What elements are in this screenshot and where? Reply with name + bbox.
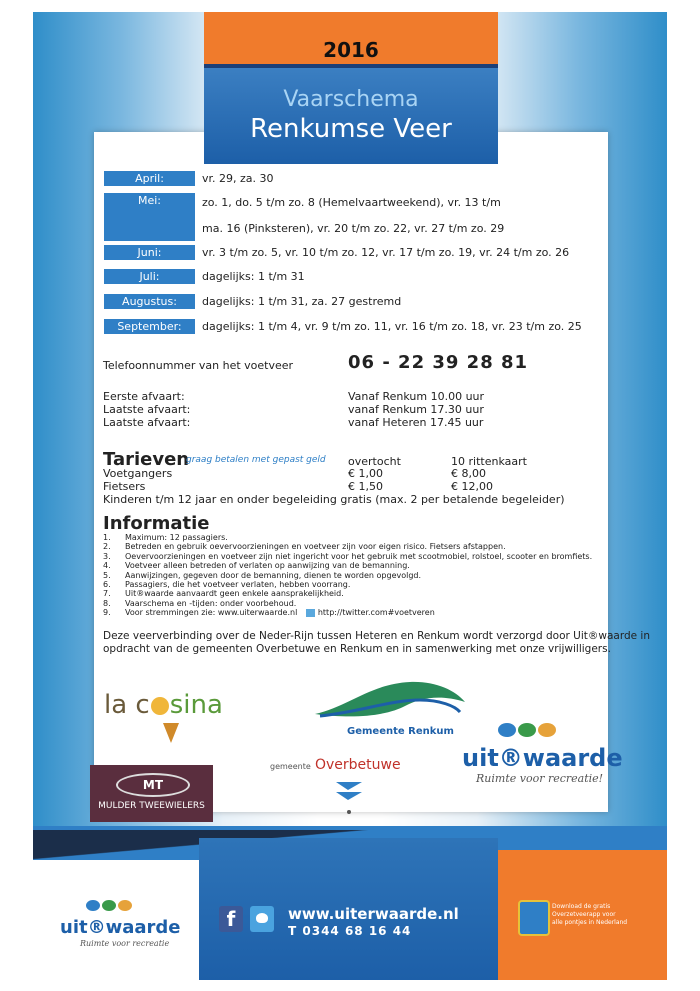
uitwaarde-logo: uit®waarde	[462, 744, 623, 772]
stremmingen-link[interactable]: Voor stremmingen zie: www.uiterwaarde.nl	[125, 608, 298, 618]
month-augustus: Augustus:	[104, 294, 195, 309]
renkum-wave-icon	[310, 676, 470, 724]
twitter-link[interactable]: http://twitter.com#voetveren	[317, 608, 435, 618]
departure-value-2: vanaf Renkum 17.30 uur	[348, 403, 484, 416]
list-item: 5. Aanwijzingen, gegeven door de bemanning, dienen te worden opgevolgd.	[103, 570, 422, 580]
month-september: September:	[104, 319, 195, 334]
footer-orange-band-right	[498, 850, 667, 880]
ice-cream-cone-icon	[163, 723, 179, 743]
list-item: 3. Oevervoorzieningen en voetveer zijn niet ingericht voor het gebruik met scootmobiel, rolstoel, scooter en bromfiets.	[103, 551, 593, 561]
departure-value-1: Vanaf Renkum 10.00 uur	[348, 390, 485, 403]
departure-label-1: Eerste afvaart:	[103, 390, 185, 403]
circle-icon	[102, 900, 116, 911]
circle-icon	[118, 900, 132, 911]
tarief-voetgangers-label: Voetgangers	[103, 467, 173, 480]
schedule-mei-line2: ma. 16 (Pinksteren), vr. 20 t/m zo. 22, vr. 27 t/m zo. 29	[202, 222, 505, 235]
tarief-kinderen: Kinderen t/m 12 jaar en onder begeleiding gratis (max. 2 per betalende begeleider)	[103, 493, 565, 506]
la-cosina-logo: la c sina	[104, 690, 223, 720]
uitwaarde-tagline: Ruimte voor recreatie!	[476, 772, 604, 785]
schedule-juli: dagelijks: 1 t/m 31	[202, 270, 305, 283]
schedule-augustus: dagelijks: 1 t/m 31, za. 27 gestremd	[202, 295, 402, 308]
footer-telephone: T 0344 68 16 44	[288, 924, 412, 938]
schedule-april: vr. 29, za. 30	[202, 172, 274, 185]
informatie-list	[103, 533, 592, 618]
title-vaarschema: Vaarschema	[283, 87, 419, 112]
month-juni: Juni:	[104, 245, 195, 260]
uitwaarde-logo-icons	[498, 722, 556, 741]
list-item: 6. Passagiers, die het voetveer verlaten, hebben voorrang.	[103, 580, 351, 590]
month-juli: Juli:	[104, 269, 195, 284]
departure-label-2: Laatste afvaart:	[103, 403, 191, 416]
twitter-icon[interactable]	[250, 906, 274, 932]
tarief-fietsers-card: € 12,00	[451, 480, 493, 493]
list-item: 8. Vaarschema en -tijden: onder voorbehoud.	[103, 598, 297, 608]
overbetuwe-label: Overbetuwe	[315, 757, 401, 773]
informatie-footer-1: Deze veerverbinding over de Neder-Rijn tussen Heteren en Renkum wordt verzorgd door Uit®waarde in	[103, 630, 650, 642]
informatie-heading: Informatie	[103, 513, 210, 534]
departure-label-3: Laatste afvaart:	[103, 416, 191, 429]
schedule-september: dagelijks: 1 t/m 4, vr. 9 t/m zo. 11, vr. 16 t/m zo. 18, vr. 23 t/m zo. 25	[202, 320, 582, 333]
tarief-voetgangers-card: € 8,00	[451, 467, 486, 480]
tarief-fietsers-single: € 1,50	[348, 480, 383, 493]
list-item: 9. Voor stremmingen zie: www.uiterwaarde.nl http://twitter.com#voetveren	[103, 608, 435, 618]
circle-icon	[538, 723, 556, 737]
schedule-juni: vr. 3 t/m zo. 5, vr. 10 t/m zo. 12, vr. 17 t/m zo. 19, vr. 24 t/m zo. 26	[202, 246, 570, 259]
tarieven-heading: Tarieven	[103, 449, 190, 470]
list-item: 2. Betreden en gebruik oevervoorzieningen en voetveer zijn voor eigen risico. Fietsers afstappen.	[103, 542, 506, 552]
month-april: April:	[104, 171, 195, 186]
tarieven-note: graag betalen met gepast geld	[186, 455, 326, 465]
footer-uitwaarde-tagline: Ruimte voor recreatie	[80, 939, 170, 948]
list-item: 4. Voetveer alleen betreden of verlaten op aanwijzing van de bemanning.	[103, 561, 410, 571]
overbetuwe-flag-icon	[334, 778, 364, 818]
schedule-mei: zo. 1, do. 5 t/m zo. 8 (Hemelvaartweekend), vr. 13 t/m	[202, 196, 501, 209]
year-label: 2016	[323, 38, 379, 62]
circle-icon	[86, 900, 100, 911]
phone-number: 06 - 22 39 28 81	[348, 352, 529, 373]
title-renkumse-veer: Renkumse Veer	[250, 114, 452, 144]
app-promo-text: Download de gratis Overzetveerapp voor alle pontjes in Nederland	[552, 903, 628, 926]
tarief-fietsers-label: Fietsers	[103, 480, 146, 493]
footer-uitwaarde-logo: uit®waarde	[60, 917, 181, 938]
month-mei: Mei:	[104, 193, 195, 241]
mulder-tweewielers-logo	[90, 765, 213, 822]
mulder-label: MULDER TWEEWIELERS	[98, 801, 205, 811]
footer-website[interactable]: www.uiterwaarde.nl	[288, 905, 459, 923]
informatie-footer-2: opdracht van de gemeenten Overbetuwe en Renkum en in samenwerking met onze vrijwilligers.	[103, 643, 611, 655]
tarief-voetgangers-single: € 1,00	[348, 467, 383, 480]
gemeente-renkum-label: Gemeente Renkum	[347, 726, 454, 737]
ice-cream-icon	[151, 697, 169, 715]
departure-value-3: vanaf Heteren 17.45 uur	[348, 416, 484, 429]
footer-uitwaarde-icons	[86, 896, 132, 915]
phone-label: Telefoonnummer van het voetveer	[103, 359, 294, 372]
facebook-icon[interactable]: f	[219, 906, 243, 932]
ferry-app-icon[interactable]	[518, 900, 550, 936]
twitter-icon	[306, 609, 315, 617]
list-item: 7. Uit®waarde aanvaardt geen enkele aansprakelijkheid.	[103, 589, 344, 599]
circle-icon	[498, 723, 516, 737]
tarieven-col-overtocht: overtocht	[348, 455, 401, 468]
mt-badge: MT	[116, 773, 190, 797]
circle-icon	[518, 723, 536, 737]
list-item: 1. Maximum: 12 passagiers.	[103, 533, 228, 542]
gemeente-overbetuwe-small: gemeente	[270, 762, 311, 771]
tarieven-col-rittenkaart: 10 rittenkaart	[451, 455, 527, 468]
